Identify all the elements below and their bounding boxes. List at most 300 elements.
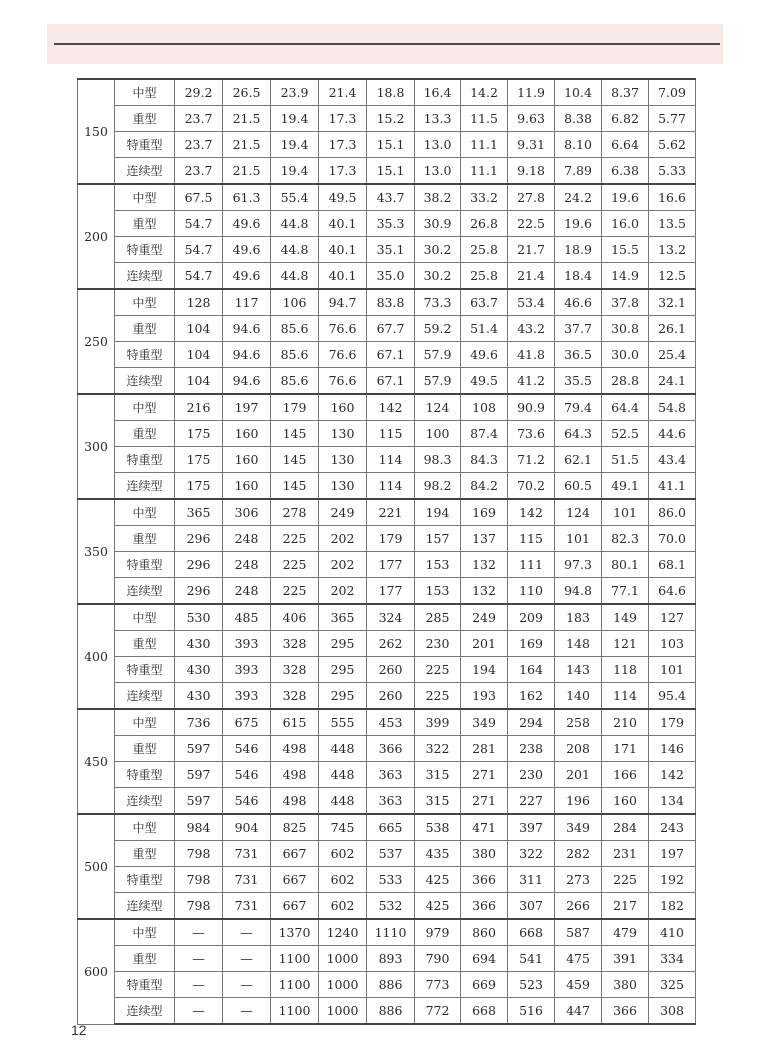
value-cell: 11.1 — [461, 158, 508, 185]
value-cell: 328 — [271, 683, 319, 710]
value-cell: 538 — [415, 814, 461, 841]
value-cell: 225 — [415, 683, 461, 710]
value-cell: 49.1 — [602, 473, 649, 500]
value-cell: 67.7 — [367, 316, 415, 342]
value-cell: 24.2 — [555, 184, 602, 211]
value-cell: 43.2 — [508, 316, 555, 342]
table-row — [78, 394, 696, 421]
value-cell: 1110 — [367, 919, 415, 946]
value-cell: 30.2 — [415, 237, 461, 263]
value-cell: 210 — [602, 709, 649, 736]
value-cell: 49.6 — [223, 211, 271, 237]
value-cell: 532 — [367, 893, 415, 920]
value-cell: 284 — [602, 814, 649, 841]
value-cell: 118 — [602, 657, 649, 683]
value-cell: 243 — [649, 814, 696, 841]
value-cell: 425 — [415, 893, 461, 920]
value-cell: 248 — [223, 552, 271, 578]
value-cell: 63.7 — [461, 289, 508, 316]
value-cell: 132 — [461, 578, 508, 605]
value-cell: 30.8 — [602, 316, 649, 342]
type-cell: 重型 — [115, 946, 175, 972]
value-cell: 266 — [555, 893, 602, 920]
value-cell: 209 — [508, 604, 555, 631]
value-cell: 36.5 — [555, 342, 602, 368]
value-cell: 669 — [461, 972, 508, 998]
value-cell: 106 — [271, 289, 319, 316]
value-cell: 295 — [319, 683, 367, 710]
value-cell: 28.8 — [602, 368, 649, 395]
table-row — [78, 919, 696, 946]
value-cell: 225 — [271, 552, 319, 578]
value-cell: 12.5 — [649, 263, 696, 290]
value-cell: 328 — [271, 631, 319, 657]
value-cell: 30.0 — [602, 342, 649, 368]
value-cell: 523 — [508, 972, 555, 998]
value-cell: 142 — [508, 499, 555, 526]
size-cell: 450 — [78, 709, 115, 814]
value-cell: 97.3 — [555, 552, 602, 578]
value-cell: 391 — [602, 946, 649, 972]
value-cell: 216 — [175, 394, 223, 421]
value-cell: 53.4 — [508, 289, 555, 316]
value-cell: 745 — [319, 814, 367, 841]
value-cell: 38.2 — [415, 184, 461, 211]
value-cell: 44.8 — [271, 237, 319, 263]
value-cell: 485 — [223, 604, 271, 631]
table-row — [78, 106, 696, 132]
value-cell: 130 — [319, 421, 367, 447]
value-cell: 667 — [271, 841, 319, 867]
value-cell: 860 — [461, 919, 508, 946]
value-cell: 273 — [555, 867, 602, 893]
value-cell: 19.4 — [271, 158, 319, 185]
value-cell: 325 — [649, 972, 696, 998]
value-cell: 21.5 — [223, 106, 271, 132]
value-cell: 33.2 — [461, 184, 508, 211]
value-cell: 17.3 — [319, 132, 367, 158]
value-cell: 668 — [461, 998, 508, 1025]
value-cell: 231 — [602, 841, 649, 867]
value-cell: 16.6 — [649, 184, 696, 211]
type-cell: 重型 — [115, 316, 175, 342]
value-cell: 35.0 — [367, 263, 415, 290]
value-cell: 182 — [649, 893, 696, 920]
type-cell: 特重型 — [115, 132, 175, 158]
value-cell: 668 — [508, 919, 555, 946]
value-cell: 37.7 — [555, 316, 602, 342]
value-cell: 217 — [602, 893, 649, 920]
size-cell: 350 — [78, 499, 115, 604]
value-cell: 100 — [415, 421, 461, 447]
type-cell: 中型 — [115, 814, 175, 841]
value-cell: 111 — [508, 552, 555, 578]
value-cell: 324 — [367, 604, 415, 631]
value-cell: 49.6 — [223, 263, 271, 290]
table-row — [78, 972, 696, 998]
value-cell: 40.1 — [319, 211, 367, 237]
value-cell: 30.9 — [415, 211, 461, 237]
value-cell: 21.4 — [508, 263, 555, 290]
spec-table-container — [77, 78, 696, 1025]
value-cell: 675 — [223, 709, 271, 736]
value-cell: 71.2 — [508, 447, 555, 473]
value-cell: 140 — [555, 683, 602, 710]
value-cell: 322 — [415, 736, 461, 762]
value-cell: 221 — [367, 499, 415, 526]
type-cell: 中型 — [115, 79, 175, 106]
value-cell: 94.6 — [223, 316, 271, 342]
value-cell: 145 — [271, 421, 319, 447]
table-row — [78, 709, 696, 736]
type-cell: 重型 — [115, 841, 175, 867]
value-cell: 322 — [508, 841, 555, 867]
value-cell: 194 — [461, 657, 508, 683]
table-row — [78, 237, 696, 263]
value-cell: 315 — [415, 788, 461, 815]
value-cell: 1000 — [319, 946, 367, 972]
value-cell: 393 — [223, 657, 271, 683]
type-cell: 连续型 — [115, 893, 175, 920]
value-cell: 104 — [175, 368, 223, 395]
value-cell: 308 — [649, 998, 696, 1025]
table-row — [78, 499, 696, 526]
value-cell: 271 — [461, 788, 508, 815]
value-cell: 334 — [649, 946, 696, 972]
value-cell: 21.5 — [223, 158, 271, 185]
value-cell: 51.4 — [461, 316, 508, 342]
value-cell: 1240 — [319, 919, 367, 946]
value-cell: 32.1 — [649, 289, 696, 316]
value-cell: 64.6 — [649, 578, 696, 605]
value-cell: 85.6 — [271, 368, 319, 395]
size-cell: 600 — [78, 919, 115, 1024]
value-cell: 64.4 — [602, 394, 649, 421]
value-cell: 57.9 — [415, 342, 461, 368]
value-cell: 132 — [461, 552, 508, 578]
value-cell: 282 — [555, 841, 602, 867]
value-cell: 197 — [649, 841, 696, 867]
value-cell: 363 — [367, 762, 415, 788]
table-row — [78, 526, 696, 552]
value-cell: 202 — [319, 552, 367, 578]
table-row — [78, 447, 696, 473]
value-cell: 175 — [175, 473, 223, 500]
type-cell: 特重型 — [115, 552, 175, 578]
value-cell: 5.77 — [649, 106, 696, 132]
value-cell: 104 — [175, 342, 223, 368]
value-cell: 393 — [223, 683, 271, 710]
value-cell: 54.7 — [175, 237, 223, 263]
value-cell: 35.3 — [367, 211, 415, 237]
value-cell: 62.1 — [555, 447, 602, 473]
value-cell: 406 — [271, 604, 319, 631]
value-cell: 1370 — [271, 919, 319, 946]
value-cell: 498 — [271, 762, 319, 788]
value-cell: 825 — [271, 814, 319, 841]
value-cell: 41.1 — [649, 473, 696, 500]
value-cell: 365 — [175, 499, 223, 526]
value-cell: 459 — [555, 972, 602, 998]
value-cell: 731 — [223, 867, 271, 893]
table-row — [78, 893, 696, 920]
value-cell: 597 — [175, 788, 223, 815]
value-cell: 23.7 — [175, 106, 223, 132]
value-cell: 471 — [461, 814, 508, 841]
type-cell: 特重型 — [115, 762, 175, 788]
value-cell: 142 — [367, 394, 415, 421]
value-cell: 14.2 — [461, 79, 508, 106]
table-row — [78, 263, 696, 290]
value-cell: 615 — [271, 709, 319, 736]
value-cell: 179 — [367, 526, 415, 552]
type-cell: 特重型 — [115, 657, 175, 683]
type-cell: 连续型 — [115, 158, 175, 185]
value-cell: 225 — [271, 526, 319, 552]
value-cell: 90.9 — [508, 394, 555, 421]
value-cell: 1100 — [271, 972, 319, 998]
type-cell: 连续型 — [115, 998, 175, 1025]
value-cell: 25.8 — [461, 237, 508, 263]
size-cell: 400 — [78, 604, 115, 709]
value-cell: 296 — [175, 526, 223, 552]
value-cell: 295 — [319, 631, 367, 657]
value-cell: 1000 — [319, 972, 367, 998]
value-cell: 17.3 — [319, 106, 367, 132]
value-cell: 26.8 — [461, 211, 508, 237]
value-cell: 230 — [508, 762, 555, 788]
header-rule — [54, 43, 720, 45]
value-cell: 54.7 — [175, 211, 223, 237]
value-cell: 227 — [508, 788, 555, 815]
value-cell: 516 — [508, 998, 555, 1025]
value-cell: 21.4 — [319, 79, 367, 106]
value-cell: 498 — [271, 788, 319, 815]
table-row — [78, 867, 696, 893]
value-cell: 67.5 — [175, 184, 223, 211]
table-row — [78, 473, 696, 500]
value-cell: 448 — [319, 736, 367, 762]
value-cell: 44.8 — [271, 263, 319, 290]
value-cell: 16.4 — [415, 79, 461, 106]
table-row — [78, 184, 696, 211]
value-cell: 169 — [508, 631, 555, 657]
value-cell: 10.4 — [555, 79, 602, 106]
table-row — [78, 604, 696, 631]
value-cell: 311 — [508, 867, 555, 893]
value-cell: 54.7 — [175, 263, 223, 290]
type-cell: 连续型 — [115, 578, 175, 605]
value-cell: 13.2 — [649, 237, 696, 263]
value-cell: 425 — [415, 867, 461, 893]
size-cell: 150 — [78, 79, 115, 184]
value-cell: 23.7 — [175, 132, 223, 158]
value-cell: 11.5 — [461, 106, 508, 132]
table-row — [78, 342, 696, 368]
value-cell: 249 — [461, 604, 508, 631]
type-cell: 重型 — [115, 211, 175, 237]
value-cell: 76.6 — [319, 368, 367, 395]
value-cell: 248 — [223, 526, 271, 552]
value-cell: 555 — [319, 709, 367, 736]
value-cell: 225 — [415, 657, 461, 683]
value-cell: 295 — [319, 657, 367, 683]
value-cell: 82.3 — [602, 526, 649, 552]
value-cell: 171 — [602, 736, 649, 762]
value-cell: 7.89 — [555, 158, 602, 185]
value-cell: 142 — [649, 762, 696, 788]
table-row — [78, 132, 696, 158]
value-cell: 145 — [271, 447, 319, 473]
type-cell: 重型 — [115, 631, 175, 657]
value-cell: 14.9 — [602, 263, 649, 290]
value-cell: 52.5 — [602, 421, 649, 447]
size-cell: 200 — [78, 184, 115, 289]
type-cell: 中型 — [115, 394, 175, 421]
value-cell: 202 — [319, 578, 367, 605]
value-cell: 365 — [319, 604, 367, 631]
value-cell: 70.2 — [508, 473, 555, 500]
value-cell: 294 — [508, 709, 555, 736]
value-cell: 21.7 — [508, 237, 555, 263]
value-cell: 667 — [271, 893, 319, 920]
value-cell: 271 — [461, 762, 508, 788]
value-cell: 114 — [367, 447, 415, 473]
value-cell: 19.4 — [271, 106, 319, 132]
table-row — [78, 841, 696, 867]
type-cell: 连续型 — [115, 683, 175, 710]
value-cell: 160 — [602, 788, 649, 815]
value-cell: 101 — [555, 526, 602, 552]
value-cell: 196 — [555, 788, 602, 815]
value-cell: 76.6 — [319, 342, 367, 368]
value-cell: 49.6 — [461, 342, 508, 368]
value-cell: 430 — [175, 631, 223, 657]
value-cell: 225 — [271, 578, 319, 605]
value-cell: 177 — [367, 578, 415, 605]
value-cell: 6.64 — [602, 132, 649, 158]
value-cell: 30.2 — [415, 263, 461, 290]
value-cell: 307 — [508, 893, 555, 920]
value-cell: 886 — [367, 972, 415, 998]
value-cell: 160 — [223, 447, 271, 473]
spec-table — [77, 78, 696, 1025]
value-cell: 169 — [461, 499, 508, 526]
value-cell: 194 — [415, 499, 461, 526]
value-cell: 153 — [415, 552, 461, 578]
value-cell: 597 — [175, 762, 223, 788]
value-cell: 61.3 — [223, 184, 271, 211]
value-cell: 98.2 — [415, 473, 461, 500]
value-cell: 886 — [367, 998, 415, 1025]
value-cell: 23.9 — [271, 79, 319, 106]
value-cell: 410 — [649, 919, 696, 946]
value-cell: 202 — [319, 526, 367, 552]
value-cell: 49.5 — [319, 184, 367, 211]
value-cell: 85.6 — [271, 316, 319, 342]
value-cell: 773 — [415, 972, 461, 998]
value-cell: 115 — [367, 421, 415, 447]
value-cell: 149 — [602, 604, 649, 631]
value-cell: 164 — [508, 657, 555, 683]
value-cell: 736 — [175, 709, 223, 736]
value-cell: 104 — [175, 316, 223, 342]
value-cell: 27.8 — [508, 184, 555, 211]
type-cell: 特重型 — [115, 447, 175, 473]
table-row — [78, 657, 696, 683]
value-cell: 366 — [461, 893, 508, 920]
value-cell: 166 — [602, 762, 649, 788]
value-cell: 430 — [175, 683, 223, 710]
value-cell: 73.3 — [415, 289, 461, 316]
table-row — [78, 368, 696, 395]
value-cell: 6.38 — [602, 158, 649, 185]
table-row — [78, 79, 696, 106]
value-cell: 115 — [508, 526, 555, 552]
value-cell: — — [223, 998, 271, 1025]
value-cell: 546 — [223, 788, 271, 815]
value-cell: 94.7 — [319, 289, 367, 316]
value-cell: 76.6 — [319, 316, 367, 342]
value-cell: 19.4 — [271, 132, 319, 158]
value-cell: 121 — [602, 631, 649, 657]
value-cell: 7.09 — [649, 79, 696, 106]
value-cell: 533 — [367, 867, 415, 893]
value-cell: 798 — [175, 841, 223, 867]
type-cell: 连续型 — [115, 263, 175, 290]
value-cell: 208 — [555, 736, 602, 762]
value-cell: 110 — [508, 578, 555, 605]
value-cell: 6.82 — [602, 106, 649, 132]
value-cell: 35.1 — [367, 237, 415, 263]
value-cell: 798 — [175, 893, 223, 920]
value-cell: 183 — [555, 604, 602, 631]
value-cell: 160 — [319, 394, 367, 421]
value-cell: 49.5 — [461, 368, 508, 395]
value-cell: 160 — [223, 421, 271, 447]
value-cell: 177 — [367, 552, 415, 578]
value-cell: 134 — [649, 788, 696, 815]
type-cell: 中型 — [115, 919, 175, 946]
value-cell: 798 — [175, 867, 223, 893]
value-cell: 13.0 — [415, 132, 461, 158]
value-cell: 262 — [367, 631, 415, 657]
value-cell: 225 — [602, 867, 649, 893]
value-cell: 128 — [175, 289, 223, 316]
value-cell: 175 — [175, 421, 223, 447]
value-cell: 201 — [555, 762, 602, 788]
value-cell: 68.1 — [649, 552, 696, 578]
value-cell: 249 — [319, 499, 367, 526]
value-cell: 153 — [415, 578, 461, 605]
value-cell: 893 — [367, 946, 415, 972]
value-cell: 667 — [271, 867, 319, 893]
value-cell: 193 — [461, 683, 508, 710]
value-cell: — — [175, 919, 223, 946]
value-cell: 328 — [271, 657, 319, 683]
value-cell: — — [175, 972, 223, 998]
value-cell: 114 — [602, 683, 649, 710]
value-cell: 16.0 — [602, 211, 649, 237]
size-cell: 300 — [78, 394, 115, 499]
value-cell: 447 — [555, 998, 602, 1025]
value-cell: 349 — [461, 709, 508, 736]
table-row — [78, 998, 696, 1025]
value-cell: 315 — [415, 762, 461, 788]
value-cell: 95.4 — [649, 683, 696, 710]
value-cell: 175 — [175, 447, 223, 473]
value-cell: 11.1 — [461, 132, 508, 158]
